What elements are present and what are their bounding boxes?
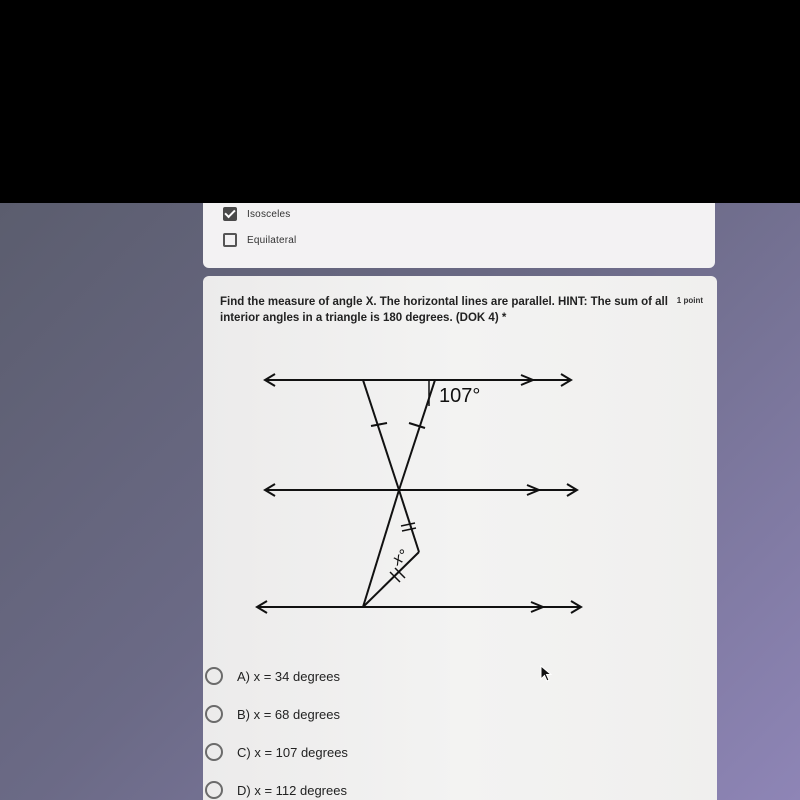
question-card (203, 276, 717, 800)
double-tick-icon (401, 523, 415, 526)
choice-label: A) x = 34 degrees (237, 668, 340, 684)
radio-icon[interactable] (205, 667, 223, 685)
choice-d[interactable] (205, 781, 347, 799)
choice-label: B) x = 68 degrees (237, 706, 340, 722)
option-isosceles[interactable] (223, 207, 291, 221)
choice-a[interactable] (205, 667, 340, 685)
choice-b[interactable] (205, 705, 340, 723)
radio-icon[interactable] (205, 743, 223, 761)
radio-icon[interactable] (205, 781, 223, 799)
mouse-cursor-icon (540, 665, 554, 683)
checkbox-checked-icon[interactable] (223, 207, 237, 221)
option-label: Equilateral (247, 234, 297, 246)
angle-107-label: 107° (439, 385, 481, 407)
points-badge: 1 point (676, 296, 703, 305)
screen (0, 203, 800, 800)
crossing-line-left (363, 380, 399, 490)
radio-icon[interactable] (205, 705, 223, 723)
geometry-figure (203, 276, 717, 636)
double-tick-icon (402, 528, 416, 531)
previous-question-card (203, 203, 715, 268)
choice-label: D) x = 112 degrees (237, 782, 347, 798)
choice-label: C) x = 107 degrees (237, 744, 348, 760)
option-equilateral[interactable] (223, 233, 296, 247)
checkbox-icon[interactable] (223, 233, 237, 247)
choice-c[interactable] (205, 743, 348, 761)
option-label: Isosceles (247, 208, 291, 220)
angle-x-label: x° (389, 546, 412, 570)
question-text: Find the measure of angle X. The horizontal lines are parallel. HINT: The sum of all interior angles in a triangle is 180 degrees. (DOK 4) * (220, 296, 668, 324)
tick-mark-icon (409, 423, 425, 428)
tick-mark-icon (371, 423, 387, 426)
lower-line-right (399, 490, 419, 552)
